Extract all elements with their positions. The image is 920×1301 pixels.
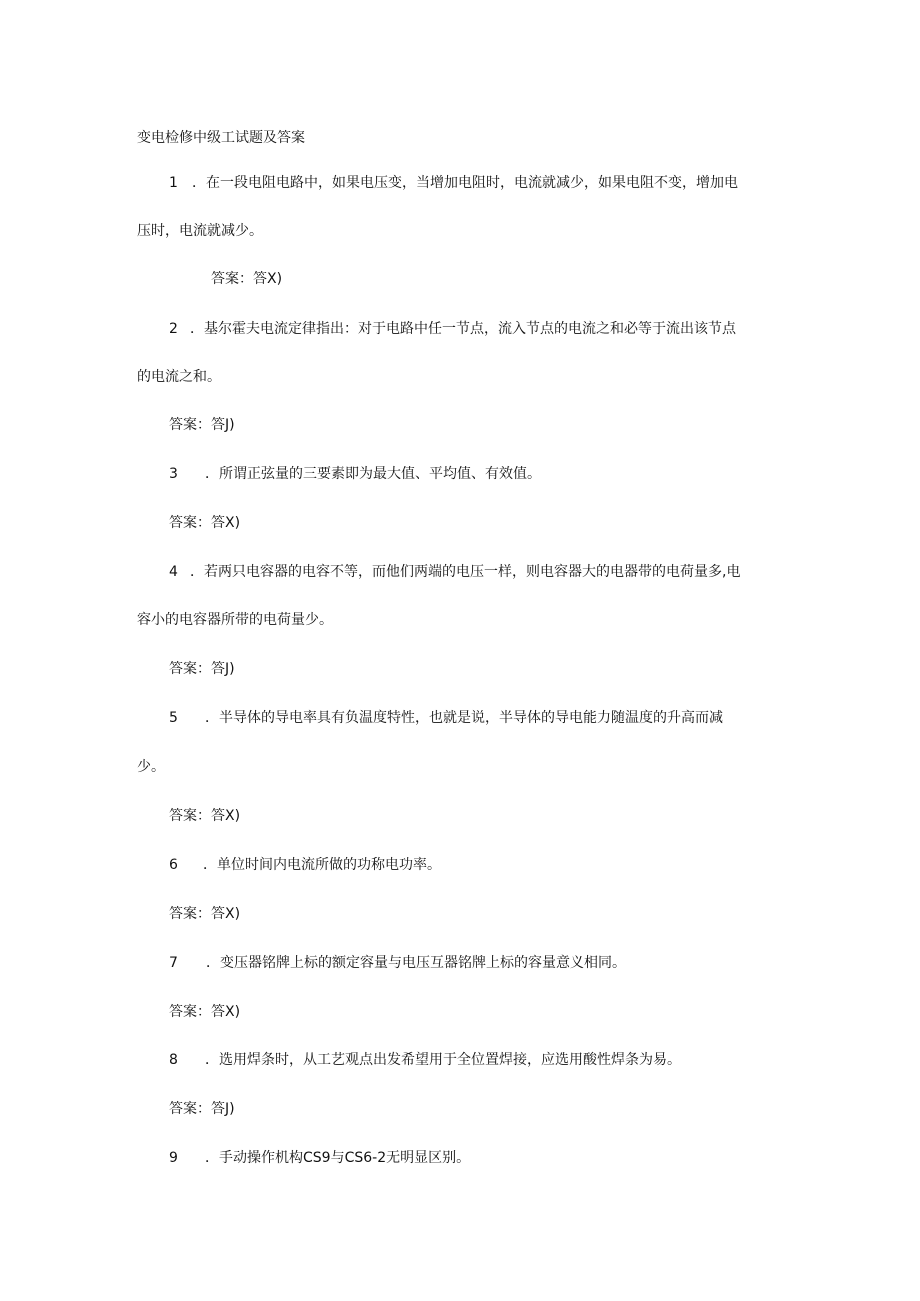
question-text: ．单位时间内电流所做的功称电功率。 (203, 857, 441, 873)
question-number: 6 (169, 857, 178, 873)
question-number: 5 (169, 710, 178, 726)
question-number: 1 (169, 175, 178, 191)
question-text: ．变压器铭牌上标的额定容量与电压互器铭牌上标的容量意义相同。 (206, 955, 626, 971)
question-number: 8 (169, 1052, 178, 1068)
answer-line: 答案：答X) (169, 906, 241, 922)
question-text: ．半导体的导电率具有负温度特性，也就是说，半导体的导电能力随温度的升高而减 (205, 710, 723, 726)
question-text: ．基尔霍夫电流定律指出：对于电路中任一节点，流入节点的电流之和必等于流出该节点 (190, 321, 736, 337)
question-text-continued: 压时，电流就减少。 (137, 223, 263, 239)
question-text: ．所谓正弦量的三要素即为最大值、平均值、有效值。 (205, 466, 541, 482)
question-text-continued: 的电流之和。 (137, 369, 221, 385)
question-text-continued: 少。 (137, 759, 165, 775)
question-number: 3 (169, 466, 178, 482)
answer-line: 答案：答J) (169, 1101, 235, 1117)
answer-line: 答案：答X) (169, 515, 241, 531)
answer-line: 答案：答X) (169, 1004, 241, 1020)
question-text-continued: 容小的电容器所带的电荷量少。 (137, 612, 333, 628)
question-text: ．手动操作机构CS9与CS6-2无明显区别。 (205, 1150, 471, 1166)
answer-line: 答案：答X) (169, 808, 241, 824)
question-number: 2 (169, 321, 178, 337)
answer-line: 答案：答J) (169, 417, 235, 433)
question-number: 4 (169, 564, 178, 580)
question-text: ．选用焊条时，从工艺观点出发希望用于全位置焊接，应选用酸性焊条为易。 (205, 1052, 681, 1068)
document-title: 变电检修中级工试题及答案 (137, 130, 305, 146)
answer-line: 答案：答J) (169, 661, 235, 677)
question-number: 7 (169, 955, 178, 971)
question-number: 9 (169, 1150, 178, 1166)
question-text: ．在一段电阻电路中，如果电压变，当增加电阻时，电流就减少，如果电阻不变，增加电 (192, 175, 738, 191)
question-text: ．若两只电容器的电容不等，而他们两端的电压一样，则电容器大的电器带的电荷量多,电 (190, 564, 741, 580)
answer-line: 答案：答X) (211, 271, 283, 287)
